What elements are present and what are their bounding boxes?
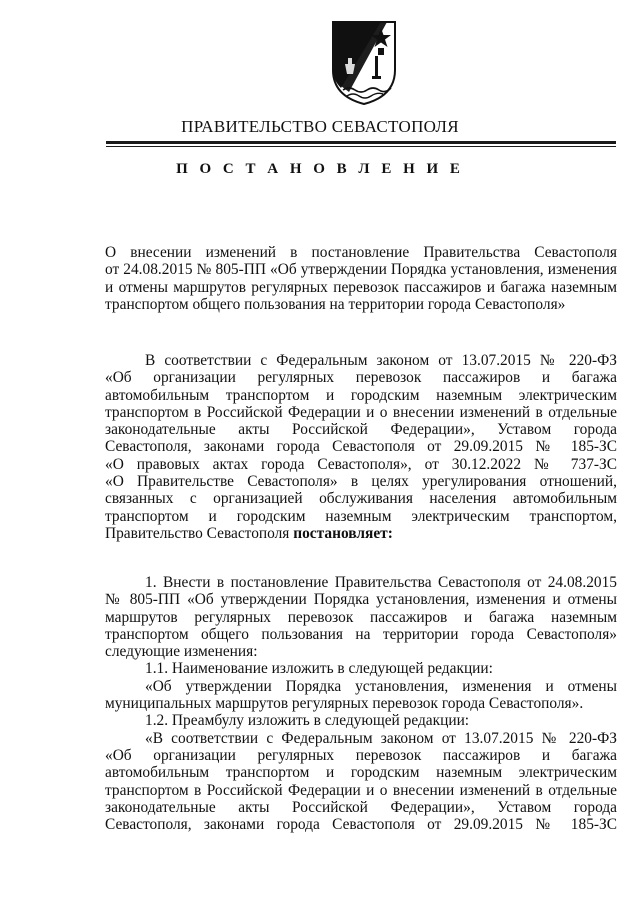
clause-line: «Об организации регулярных перевозок пассажиров и багажа bbox=[105, 746, 617, 764]
clause-line: транспортом в Российской Федерации и о внесении изменений в отдельные bbox=[105, 781, 617, 799]
subject-line: транспортом общего пользования на территории города Севастополя» bbox=[105, 295, 566, 313]
clause-line: муниципальных маршрутов регулярных перевозок города Севастополя». bbox=[105, 695, 584, 713]
header-rule-thick bbox=[106, 141, 616, 144]
preamble-line: «О правовых актах города Севастополя», от 30.12.2022 № 737-ЗС bbox=[105, 455, 617, 473]
preamble-line: автомобильным транспортом и городским наземным электрическим bbox=[105, 386, 617, 404]
preamble-line: транспортом и городским наземным электрическим транспортом, bbox=[105, 507, 617, 525]
clause-line: «В соответствии с Федеральным законом от 13.07.2015 № 220-ФЗ bbox=[145, 729, 617, 747]
clause-line: следующие изменения: bbox=[105, 643, 258, 661]
preamble-final-line bbox=[105, 525, 617, 542]
header-rule-thin bbox=[106, 146, 616, 147]
preamble-paragraph bbox=[105, 352, 617, 542]
document-type-heading: П О С Т А Н О В Л Е Н И Е bbox=[176, 161, 464, 177]
resolution-subject bbox=[105, 244, 617, 313]
clause-line: маршрутов регулярных перевозок пассажиров и багажа наземным bbox=[105, 608, 617, 626]
clause-line: 1.1. Наименование изложить в следующей редакции: bbox=[145, 660, 493, 678]
preamble-line: связанных с организацией обслуживания населения автомобильным bbox=[105, 490, 617, 508]
subject-line: от 24.08.2015 № 805-ПП «Об утверждении Порядка установления, изменения bbox=[105, 261, 617, 279]
preamble-line: законодательные акты Российской Федерации», Уставом города bbox=[105, 421, 617, 439]
clause-line: 1. Внести в постановление Правительства Севастополя от 24.08.2015 bbox=[145, 574, 617, 591]
clause-line: 1.2. Преамбулу изложить в следующей редакции: bbox=[145, 712, 470, 730]
subject-line: О внесении изменений в постановление Правительства Севастополя bbox=[105, 244, 617, 261]
clause-line: транспортом общего пользования на территории города Севастополя» bbox=[105, 625, 617, 643]
preamble-line: транспортом в Российской Федерации и о внесении изменений в отдельные bbox=[105, 403, 617, 421]
preamble-line: «О Правительстве Севастополя» в целях урегулирования отношений, bbox=[105, 473, 617, 491]
preamble-line: Севастополя, законами города Севастополя от 29.09.2015 № 185-ЗС bbox=[105, 438, 617, 456]
government-title: ПРАВИТЕЛЬСТВО СЕВАСТОПОЛЯ bbox=[181, 117, 459, 136]
clause-line: законодательные акты Российской Федерации», Уставом города bbox=[105, 798, 617, 816]
resolution-clauses bbox=[105, 574, 617, 833]
resolves-keyword: постановляет: bbox=[293, 524, 393, 542]
preamble-final-prefix: Правительство Севастополя bbox=[105, 524, 294, 542]
preamble-line: «Об организации регулярных перевозок пассажиров и багажа bbox=[105, 369, 617, 387]
subject-line: и отмены маршрутов регулярных перевозок пассажиров и багажа наземным bbox=[105, 278, 617, 296]
clause-line: № 805-ПП «Об утверждении Порядка установления, изменения и отмены bbox=[105, 591, 617, 609]
clause-line: Севастополя, законами города Севастополя от 29.09.2015 № 185-ЗС bbox=[105, 816, 617, 834]
preamble-line: В соответствии с Федеральным законом от 13.07.2015 № 220-ФЗ bbox=[145, 352, 617, 369]
clause-line: автомобильным транспортом и городским наземным электрическим bbox=[105, 764, 617, 782]
clause-line: «Об утверждении Порядка установления, изменения и отмены bbox=[145, 677, 617, 695]
coat-of-arms-icon bbox=[329, 18, 399, 106]
